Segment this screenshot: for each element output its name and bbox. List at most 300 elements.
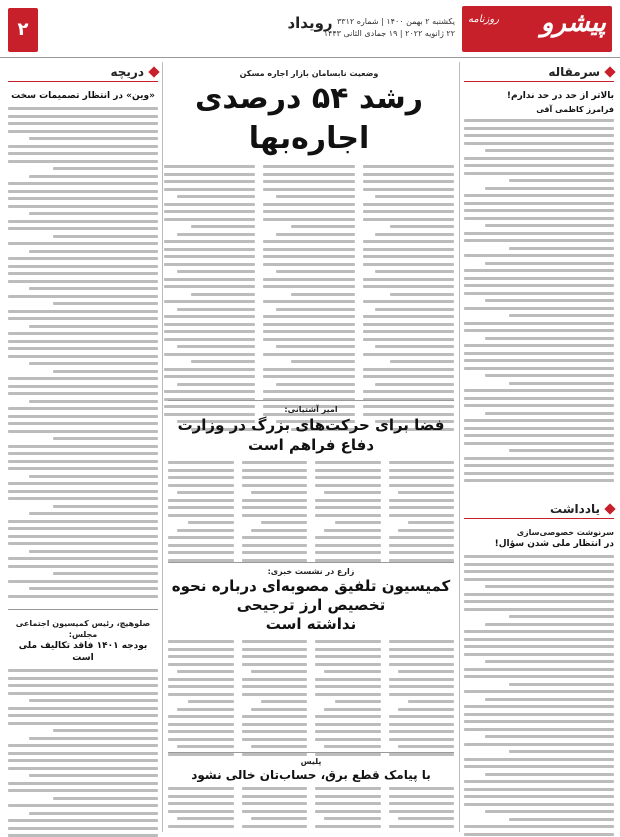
- text-line: [464, 202, 614, 205]
- text-line: [464, 464, 614, 467]
- text-line: [509, 449, 614, 452]
- text-line: [464, 765, 614, 768]
- text-line: [242, 514, 308, 517]
- text-line: [8, 152, 158, 155]
- text-line: [191, 225, 255, 228]
- text-line: [164, 323, 255, 326]
- text-line: [315, 738, 381, 741]
- text-line: [263, 165, 354, 168]
- text-line: [464, 743, 614, 746]
- text-line: [263, 263, 354, 266]
- text-line: [164, 188, 255, 191]
- text-line: [363, 173, 454, 176]
- text-line: [8, 295, 158, 298]
- text-line: [263, 203, 354, 206]
- text-line: [29, 475, 158, 478]
- text-line: [389, 825, 455, 828]
- middle-story: [168, 404, 454, 554]
- text-line: [164, 353, 255, 356]
- text-line: [509, 683, 614, 686]
- text-line: [389, 787, 455, 790]
- text-line: [464, 555, 614, 558]
- text-line: [29, 325, 158, 328]
- text-line: [8, 265, 158, 268]
- text-line: [389, 810, 455, 813]
- text-line: [363, 188, 454, 191]
- text-line: [251, 708, 307, 711]
- text-line: [464, 329, 614, 332]
- text-line: [242, 723, 308, 726]
- text-line: [464, 705, 614, 708]
- text-line: [464, 359, 614, 362]
- text-line: [164, 240, 255, 243]
- text-line: [242, 476, 308, 479]
- text-line: [389, 678, 455, 681]
- text-line: [464, 119, 614, 122]
- text-line: [164, 278, 255, 281]
- text-line: [164, 375, 255, 378]
- text-line: [315, 655, 381, 658]
- text-line: [29, 737, 158, 740]
- text-line: [509, 179, 614, 182]
- text-line: [389, 802, 455, 805]
- text-line: [464, 442, 614, 445]
- text-line: [464, 352, 614, 355]
- text-line: [464, 367, 614, 370]
- text-line: [389, 640, 455, 643]
- lower-body-col-4: [168, 640, 234, 760]
- text-line: [263, 315, 354, 318]
- bottom-kicker: پلیس: [300, 757, 322, 766]
- note-kicker: سرنوشت خصوصی‌سازی: [516, 528, 614, 537]
- text-line: [485, 262, 614, 265]
- main-story: [164, 64, 454, 394]
- text-line: [177, 195, 256, 198]
- text-line: [390, 225, 454, 228]
- text-line: [242, 536, 308, 539]
- middle-body-col-4: [168, 461, 234, 573]
- text-line: [464, 570, 614, 573]
- text-line: [464, 427, 614, 430]
- text-line: [8, 789, 158, 792]
- text-line: [324, 529, 380, 532]
- text-line: [29, 812, 158, 815]
- text-line: [263, 368, 354, 371]
- text-line: [8, 377, 158, 380]
- text-line: [8, 580, 158, 583]
- text-line: [464, 254, 614, 257]
- text-line: [464, 825, 614, 828]
- text-line: [363, 180, 454, 183]
- text-line: [464, 608, 614, 611]
- text-line: [242, 461, 308, 464]
- text-line: [164, 203, 255, 206]
- text-line: [242, 738, 308, 741]
- divider: [168, 752, 454, 753]
- text-line: [464, 322, 614, 325]
- text-line: [363, 210, 454, 213]
- text-line: [177, 308, 256, 311]
- left-column: [8, 64, 158, 834]
- text-line: [389, 715, 455, 718]
- text-line: [8, 415, 158, 418]
- text-line: [315, 506, 381, 509]
- note-body: [464, 555, 614, 837]
- text-line: [29, 774, 158, 777]
- text-line: [168, 506, 234, 509]
- text-line: [464, 172, 614, 175]
- left-section-head: دریچه: [8, 64, 158, 82]
- text-line: [177, 745, 233, 748]
- text-line: [168, 551, 234, 554]
- text-line: [464, 563, 614, 566]
- text-line: [389, 693, 455, 696]
- text-line: [8, 752, 158, 755]
- text-line: [168, 678, 234, 681]
- text-line: [509, 247, 614, 250]
- text-line: [389, 514, 455, 517]
- text-line: [291, 293, 355, 296]
- text-line: [8, 565, 158, 568]
- text-line: [363, 353, 454, 356]
- bottom-body-col-4: [168, 787, 234, 833]
- text-line: [485, 149, 614, 152]
- text-line: [8, 407, 158, 410]
- text-line: [263, 300, 354, 303]
- text-line: [8, 677, 158, 680]
- text-line: [464, 389, 614, 392]
- text-line: [464, 593, 614, 596]
- text-line: [464, 134, 614, 137]
- text-line: [315, 678, 381, 681]
- text-line: [276, 195, 355, 198]
- text-line: [8, 542, 158, 545]
- text-line: [363, 240, 454, 243]
- text-line: [8, 595, 158, 598]
- text-line: [168, 802, 234, 805]
- lower-story: [168, 566, 454, 746]
- lower-headline-line-2: نداشته است: [265, 615, 357, 633]
- text-line: [8, 257, 158, 260]
- text-line: [177, 670, 233, 673]
- text-line: [8, 355, 158, 358]
- text-line: [389, 551, 455, 554]
- text-line: [164, 315, 255, 318]
- bottom-body-col-1: [389, 787, 455, 833]
- text-line: [8, 714, 158, 717]
- text-line: [464, 479, 614, 482]
- lower-body-col-2: [315, 640, 381, 760]
- text-line: [315, 663, 381, 666]
- text-line: [8, 205, 158, 208]
- text-line: [324, 817, 380, 820]
- text-line: [8, 227, 158, 230]
- text-line: [315, 648, 381, 651]
- text-line: [242, 715, 308, 718]
- text-line: [164, 255, 255, 258]
- text-line: [315, 536, 381, 539]
- left-item2-body: [8, 669, 158, 837]
- lower-body-col-1: [389, 640, 455, 760]
- text-line: [389, 469, 455, 472]
- column-divider-left: [162, 62, 163, 832]
- text-line: [485, 735, 614, 738]
- text-line: [389, 738, 455, 741]
- text-line: [188, 521, 234, 524]
- text-line: [509, 818, 614, 821]
- text-line: [164, 338, 255, 341]
- text-line: [177, 708, 233, 711]
- text-line: [464, 675, 614, 678]
- text-line: [8, 242, 158, 245]
- text-line: [324, 670, 380, 673]
- text-line: [464, 728, 614, 731]
- text-line: [363, 390, 454, 393]
- text-line: [168, 640, 234, 643]
- text-line: [261, 700, 307, 703]
- text-line: [8, 482, 158, 485]
- editorial-title: بالاتر از حد در حد ندارم!: [506, 91, 614, 101]
- text-line: [164, 180, 255, 183]
- bottom-story: [168, 756, 454, 834]
- text-line: [263, 248, 354, 251]
- text-line: [485, 224, 614, 227]
- logo-name: پیشرو: [540, 8, 606, 38]
- text-line: [291, 360, 355, 363]
- text-line: [168, 514, 234, 517]
- text-line: [168, 655, 234, 658]
- text-line: [398, 745, 454, 748]
- text-line: [191, 360, 255, 363]
- text-line: [389, 685, 455, 688]
- left-item1-title: «وین» در انتظار تصمیمات سخت: [11, 91, 155, 101]
- text-line: [8, 115, 158, 118]
- text-line: [168, 476, 234, 479]
- text-line: [164, 248, 255, 251]
- text-line: [8, 340, 158, 343]
- text-line: [242, 499, 308, 502]
- text-line: [485, 187, 614, 190]
- text-line: [8, 392, 158, 395]
- text-line: [251, 670, 307, 673]
- text-line: [464, 292, 614, 295]
- text-line: [263, 353, 354, 356]
- text-line: [464, 788, 614, 791]
- text-line: [242, 484, 308, 487]
- main-body-col-3: [164, 165, 255, 435]
- text-line: [464, 142, 614, 145]
- text-line: [398, 491, 454, 494]
- text-line: [242, 795, 308, 798]
- text-line: [315, 715, 381, 718]
- text-line: [8, 220, 158, 223]
- text-line: [8, 332, 158, 335]
- text-line: [389, 499, 455, 502]
- text-line: [177, 817, 233, 820]
- text-line: [315, 693, 381, 696]
- text-line: [242, 825, 308, 828]
- text-line: [464, 194, 614, 197]
- text-line: [464, 434, 614, 437]
- bottom-body-col-3: [242, 787, 308, 833]
- text-line: [464, 239, 614, 242]
- text-line: [509, 750, 614, 753]
- text-line: [485, 810, 614, 813]
- text-line: [263, 330, 354, 333]
- text-line: [363, 263, 454, 266]
- text-line: [389, 648, 455, 651]
- text-line: [363, 203, 454, 206]
- text-line: [8, 722, 158, 725]
- text-line: [53, 572, 158, 575]
- logo-sub: روزنامه: [468, 14, 500, 25]
- text-line: [464, 780, 614, 783]
- text-line: [363, 285, 454, 288]
- text-line: [164, 218, 255, 221]
- text-line: [324, 491, 380, 494]
- text-line: [242, 469, 308, 472]
- text-line: [315, 802, 381, 805]
- text-line: [363, 300, 454, 303]
- text-line: [29, 175, 158, 178]
- text-line: [8, 460, 158, 463]
- text-line: [8, 122, 158, 125]
- text-line: [263, 173, 354, 176]
- text-line: [168, 730, 234, 733]
- page-number-badge: ۲: [8, 8, 38, 52]
- text-line: [29, 512, 158, 515]
- text-line: [242, 787, 308, 790]
- text-line: [276, 233, 355, 236]
- text-line: [8, 527, 158, 530]
- main-headline: رشد ۵۴ درصدی اجاره‌بها: [194, 81, 424, 156]
- text-line: [315, 723, 381, 726]
- text-line: [168, 723, 234, 726]
- text-line: [242, 693, 308, 696]
- text-line: [242, 640, 308, 643]
- text-line: [509, 314, 614, 317]
- text-line: [485, 660, 614, 663]
- main-body-col-1: [363, 165, 454, 435]
- text-line: [398, 817, 454, 820]
- text-line: [263, 188, 354, 191]
- text-line: [485, 773, 614, 776]
- text-line: [8, 422, 158, 425]
- text-line: [164, 173, 255, 176]
- divider: [168, 562, 454, 563]
- text-line: [8, 827, 158, 830]
- text-line: [8, 430, 158, 433]
- text-line: [53, 235, 158, 238]
- text-line: [464, 803, 614, 806]
- text-line: [363, 248, 454, 251]
- text-line: [464, 795, 614, 798]
- text-line: [464, 397, 614, 400]
- text-line: [168, 738, 234, 741]
- text-line: [8, 535, 158, 538]
- lower-body-col-3: [242, 640, 308, 760]
- text-line: [363, 330, 454, 333]
- page-section-title: رویداد: [287, 14, 333, 32]
- text-line: [464, 638, 614, 641]
- text-line: [8, 759, 158, 762]
- text-line: [53, 797, 158, 800]
- text-line: [315, 476, 381, 479]
- divider: [168, 400, 454, 401]
- lower-kicker: زارع در نشست خبری:: [267, 567, 355, 576]
- text-line: [168, 499, 234, 502]
- text-line: [315, 544, 381, 547]
- text-line: [168, 536, 234, 539]
- text-line: [8, 197, 158, 200]
- text-line: [389, 476, 455, 479]
- text-line: [389, 506, 455, 509]
- text-line: [164, 210, 255, 213]
- text-line: [485, 623, 614, 626]
- text-line: [242, 663, 308, 666]
- text-line: [8, 669, 158, 672]
- text-line: [168, 461, 234, 464]
- left-item1-body: [8, 107, 158, 607]
- text-line: [8, 310, 158, 313]
- text-line: [263, 338, 354, 341]
- text-line: [464, 344, 614, 347]
- text-line: [251, 745, 307, 748]
- text-line: [363, 323, 454, 326]
- text-line: [164, 285, 255, 288]
- text-line: [263, 323, 354, 326]
- text-line: [389, 795, 455, 798]
- text-line: [164, 263, 255, 266]
- text-line: [242, 648, 308, 651]
- text-line: [53, 370, 158, 373]
- text-line: [8, 804, 158, 807]
- text-line: [464, 472, 614, 475]
- text-line: [464, 269, 614, 272]
- text-line: [242, 544, 308, 547]
- text-line: [389, 730, 455, 733]
- text-line: [389, 663, 455, 666]
- text-line: [164, 165, 255, 168]
- text-line: [168, 648, 234, 651]
- lower-headline-line-1: کمیسیون تلفیق مصوبه‌ای درباره نحوه تخصیص ارز ترجیحی: [171, 577, 451, 614]
- text-line: [363, 368, 454, 371]
- text-line: [8, 692, 158, 695]
- text-line: [263, 278, 354, 281]
- text-line: [168, 685, 234, 688]
- text-line: [8, 819, 158, 822]
- text-line: [464, 404, 614, 407]
- text-line: [168, 825, 234, 828]
- text-line: [168, 693, 234, 696]
- text-line: [263, 390, 354, 393]
- text-line: [315, 825, 381, 828]
- text-line: [8, 385, 158, 388]
- text-line: [8, 490, 158, 493]
- text-line: [53, 302, 158, 305]
- text-line: [8, 767, 158, 770]
- text-line: [168, 544, 234, 547]
- text-line: [464, 164, 614, 167]
- text-line: [177, 345, 256, 348]
- text-line: [168, 715, 234, 718]
- text-line: [263, 255, 354, 258]
- text-line: [53, 167, 158, 170]
- text-line: [8, 445, 158, 448]
- text-line: [335, 521, 381, 524]
- text-line: [315, 514, 381, 517]
- text-line: [29, 400, 158, 403]
